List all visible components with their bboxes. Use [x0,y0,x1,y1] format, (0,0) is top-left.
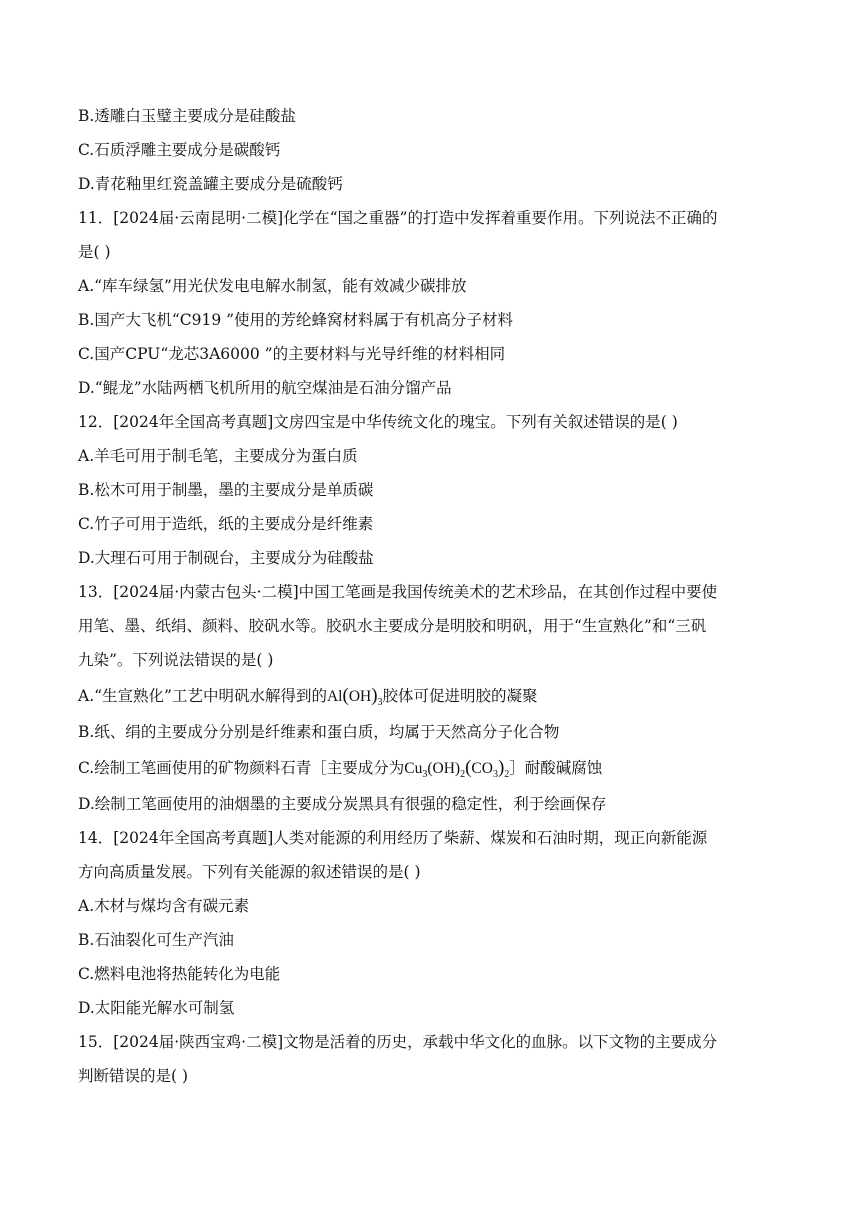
q14-option-b: B.石油裂化可生产汽油 [78,931,234,949]
q13-stem-end: 九染”。下列说法错误的是( ) [78,651,274,669]
q14-option-c: C.燃料电池将热能转化为电能 [78,965,281,983]
q13-c-text-after: ］耐酸碱腐蚀 [509,759,603,777]
q13-option-a [78,686,798,707]
q11-option-d: D.“鲲龙”水陆两栖飞机所用的航空煤油是石油分馏产品 [78,379,452,397]
q10-option-d: D.青花釉里红瓷盖罐主要成分是硫酸钙 [78,175,343,193]
q13-stem-cont: 用笔、墨、纸绢、颜料、胶矾水等。胶矾水主要成分是明胶和明矾，用于“生宣熟化”和“三矾 [78,617,707,635]
q14-option-a: A.木材与煤均含有碳元素 [78,897,250,915]
q11-option-a: A.“库车绿氢”用光伏发电电解水制氢，能有效减少碳排放 [78,277,467,295]
q13-a-text-after: 胶体可促进明胶的凝聚 [382,687,538,705]
q15-stem-cont: 判断错误的是( ) [78,1067,189,1085]
q14-stem: 14．[2024年全国高考真题]人类对能源的利用经历了柴薪、煤炭和石油时期，现正向新能源 [78,829,708,847]
q10-option-c: C.石质浮雕主要成分是碳酸钙 [78,141,281,159]
q12-option-a: A.羊毛可用于制毛笔，主要成分为蛋白质 [78,447,358,465]
q12-stem: 12．[2024年全国高考真题]文房四宝是中华传统文化的瑰宝。下列有关叙述错误的是( ) [78,413,678,431]
q15-stem: 15．[2024届·陕西宝鸡·二模]文物是活着的历史，承载中华文化的血脉。以下文物的主要成分 [78,1033,718,1051]
q11-stem-cont: 是( ) [78,243,111,261]
formula-al-oh3: $Al(OH)_3$ [326,685,383,708]
q12-option-d: D.大理石可用于制砚台，主要成分为硅酸盐 [78,549,374,567]
q13-option-b: B.纸、绢的主要成分分别是纤维素和蛋白质，均属于天然高分子化合物 [78,723,560,741]
q11-option-b: B.国产大飞机“C919 ”使用的芳纶蜂窝材料属于有机高分子材料 [78,311,514,329]
q13-c-text-before: C.绘制工笔画使用的矿物颜料石青［主要成分为 [78,759,405,777]
q12-option-b: B.松木可用于制墨，墨的主要成分是单质碳 [78,481,374,499]
q13-a-text-before: A.“生宣熟化”工艺中明矾水解得到的 [78,687,327,705]
q13-option-d: D.绘制工笔画使用的油烟墨的主要成分炭黑具有很强的稳定性，利于绘画保存 [78,795,607,813]
q12-option-c: C.竹子可用于造纸，纸的主要成分是纤维素 [78,515,374,533]
q13-option-c [78,758,798,779]
formula-malachite: $Cu_3(OH)_2(CO_3)_2$ [404,757,510,780]
q10-option-b: B.透雕白玉璧主要成分是硅酸盐 [78,107,296,125]
q11-option-c: C.国产CPU“龙芯3A6000 ”的主要材料与光导纤维的材料相同 [78,345,506,363]
q13-stem: 13．[2024届·内蒙古包头·二模]中国工笔画是我国传统美术的艺术珍品，在其创作过程中要使 [78,583,718,601]
q11-stem: 11．[2024届·云南昆明·二模]化学在“国之重器”的打造中发挥着重要作用。下列说法不正确的 [78,209,718,227]
q14-option-d: D.太阳能光解水可制氢 [78,999,235,1017]
q14-stem-cont: 方向高质量发展。下列有关能源的叙述错误的是( ) [78,863,421,881]
